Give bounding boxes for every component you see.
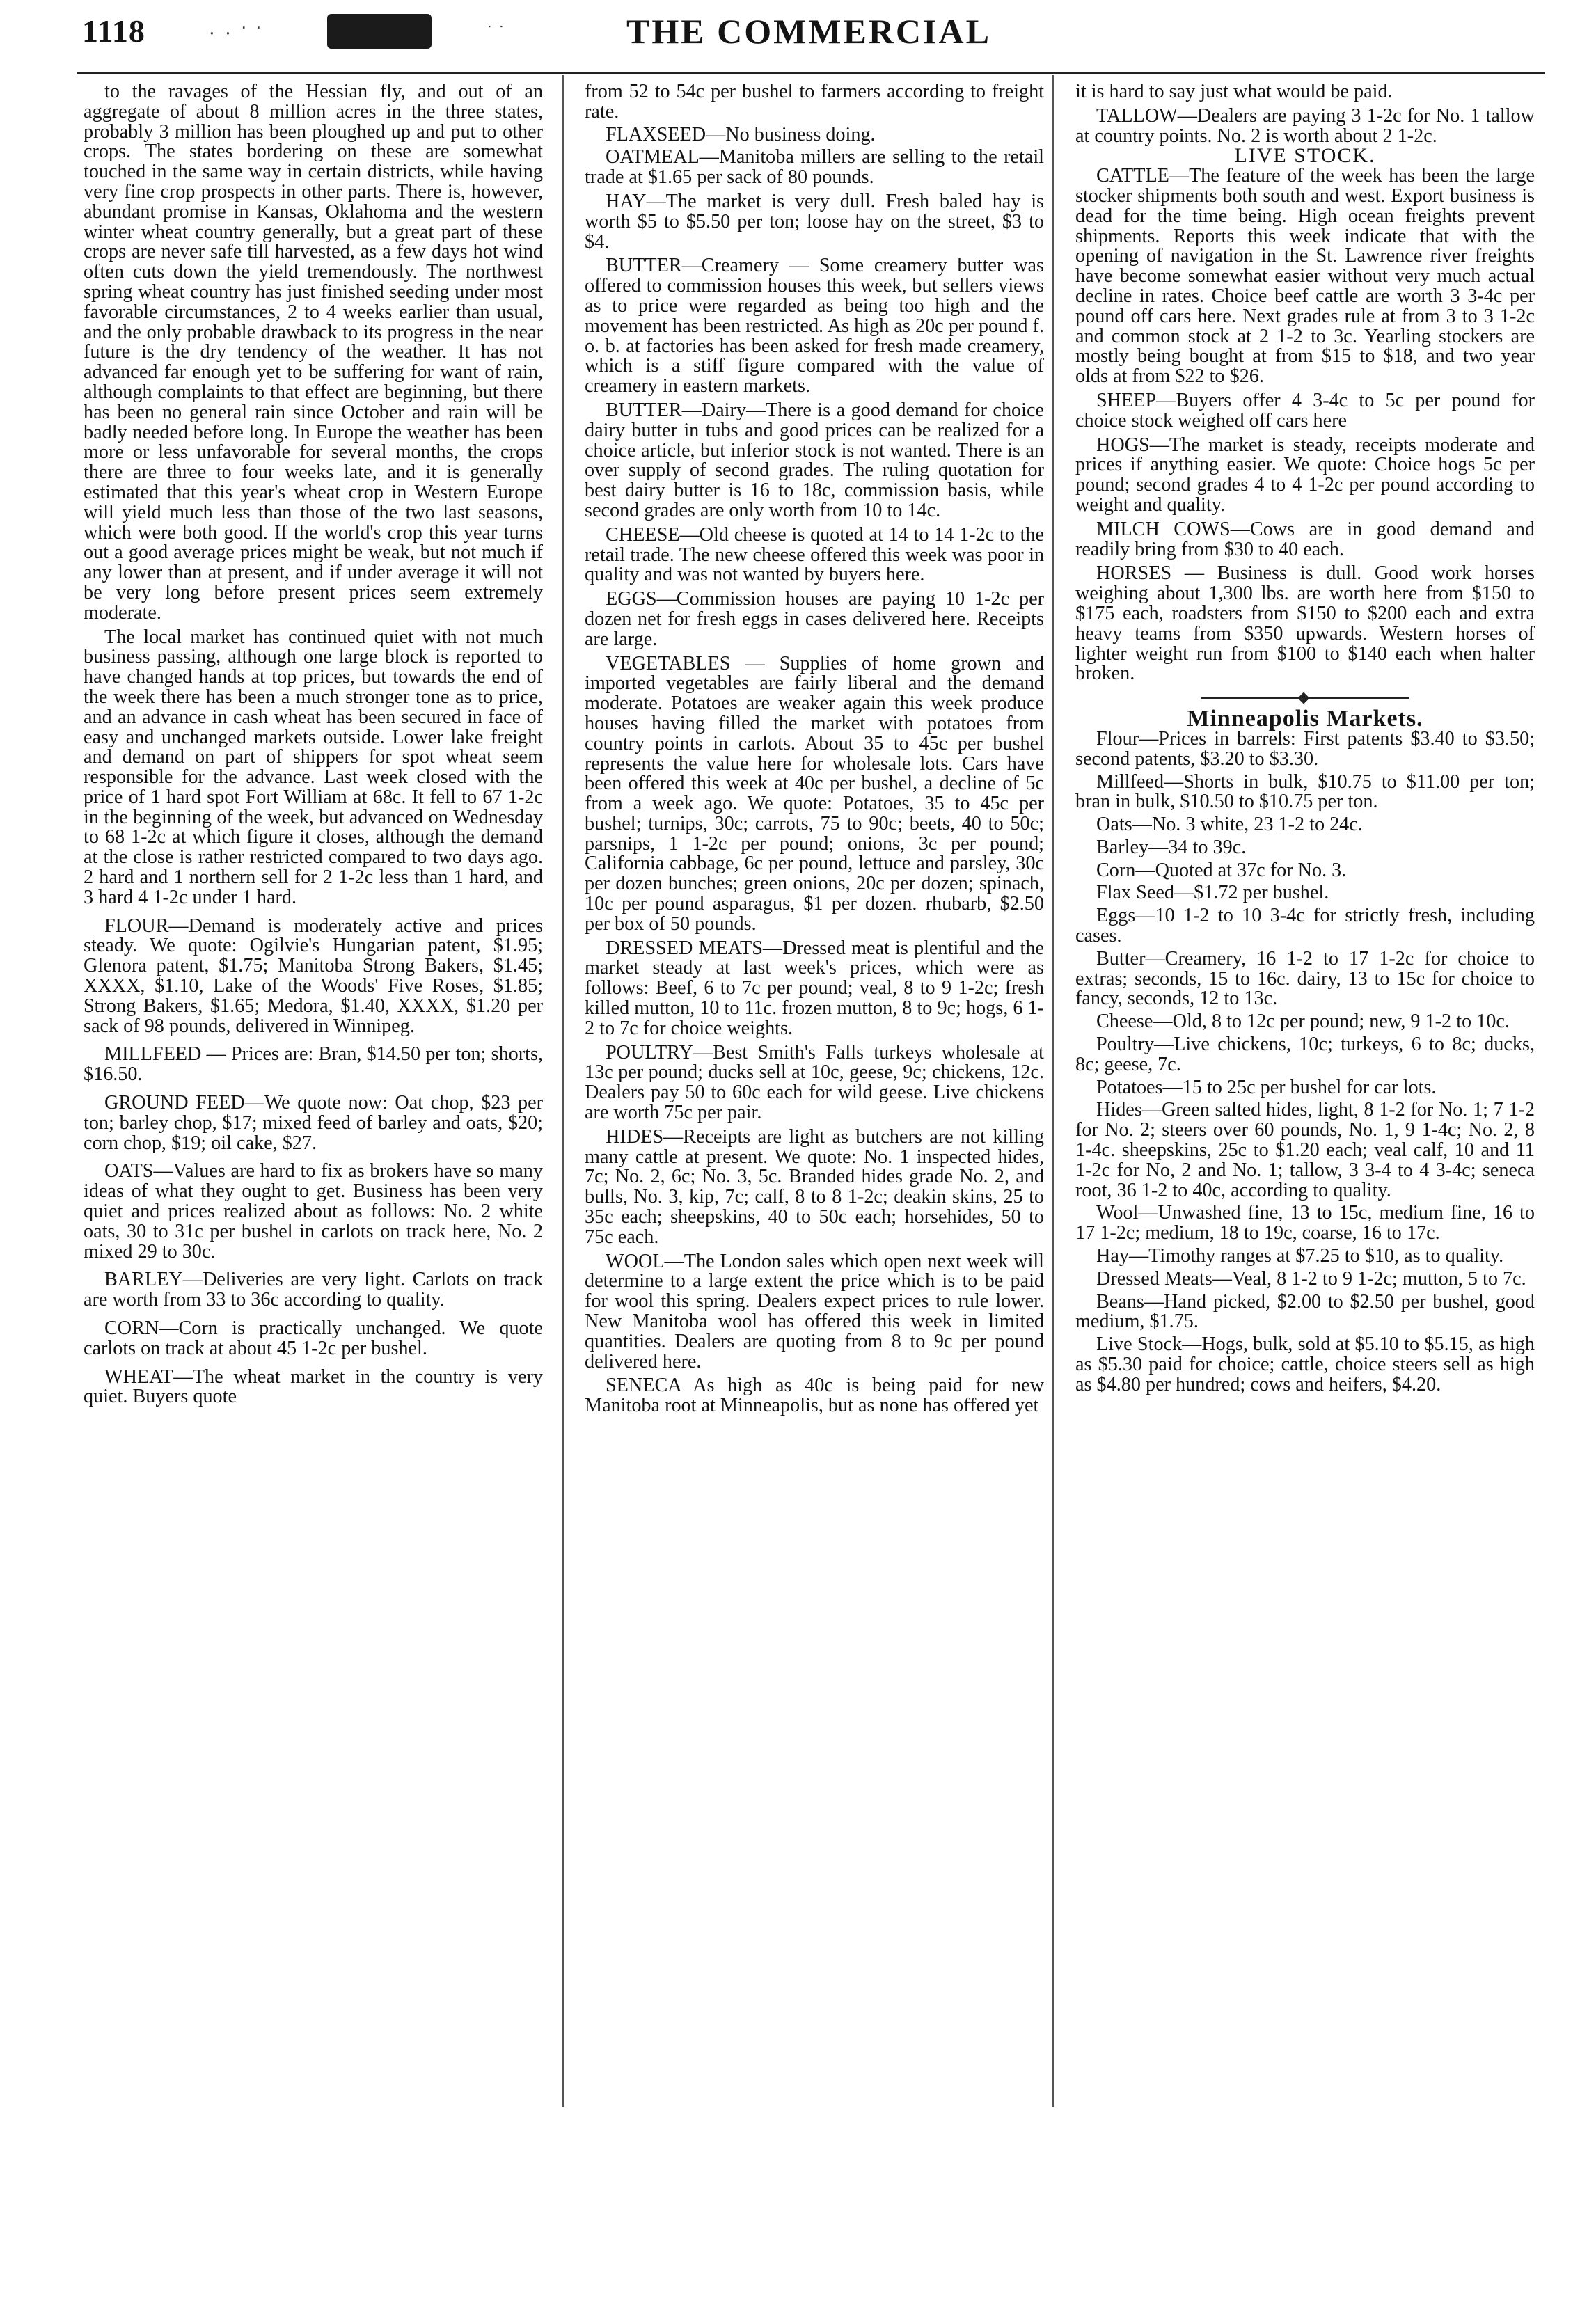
market-item-dressed-meats: DRESSED MEATS—Dressed meat is plentiful and the market steady at last week's prices, which were as follows: Beef, 6 to 7c per pound; veal, 8 to 9 1-2c; fresh killed mutton, 10 to 11c. frozen mutton, 8 to 9c; hogs, 6 1-2 to 7c for choice weights. <box>585 937 1044 1039</box>
market-item-wool: WOOL—The London sales which open next week will determine to a large extent the price which is to be paid for wool this spring. Dealers expect prices to rule lower. New Manitoba wool has offered this week in limited quantities. Dealers are quoting from 8 to 9c per pound delivered here. <box>585 1250 1044 1372</box>
masthead-smudge-right: ᐧ ᐧ <box>487 18 505 35</box>
market-item-cattle: CATTLE—The feature of the week has been the large stocker shipments both south and west. Export business is dead for the time being. High ocean freights prevent shipments. Reports this week indicate that with the opening of navigation in the St. Lawrence river freights have become somewhat easier without very much actual decline in rates. Choice beef cattle are worth 3 3-4c per pound off cars here. Next grades rule at from 3 to 3 1-2c and common stock at 2 1-2 to 3c. Yearling stockers are mostly being bought at from $15 to $18, and two year olds at from $22 to $26. <box>1075 165 1535 388</box>
market-item-corn: CORN—Corn is practically unchanged. We quote carlots on track at about 45 1-2c per bushel. <box>84 1317 543 1359</box>
column-divider <box>562 75 564 2107</box>
market-item-vegetables: VEGETABLES — Supplies of home grown and imported vegetables are fairly liberal and the demand moderate. Potatoes are weaker again this week produce houses having filled the market with potatoes from country points in carlots. About 35 to 45c per bushel represents the value here for wholesale lots. Cars have been offered this week at 40c per bushel, a decline of 5c from a week ago. We quote: Potatoes, 35 to 45c per bushel; turnips, 30c; carrots, 75 to 90c; beets, 40 to 50c; parsnips, 1 1-2c per pound; onions, 3c per pound; California cabbage, 6c per pound, lettuce and parsley, 30c per dozen bunches; green onions, 20c per dozen; spinach, 10c per pound asparagus, $1 per dozen. rhubarb, $2.50 per box of 50 pounds. <box>585 652 1044 935</box>
article-paragraph: from 52 to 54c per bushel to farmers according to freight rate. <box>585 81 1044 122</box>
market-item-hogs: HOGS—The market is steady, receipts moderate and prices if anything easier. We quote: Choice hogs 5c per pound; second grades 4 to 4 1-2c per pound according to weight and quality. <box>1075 434 1535 516</box>
article-paragraph: to the ravages of the Hessian fly, and out of an aggregate of about 8 million acres in the three states, probably 3 million has been ploughed up and put to other crops. The states bordering on these are somewhat touched in the same way in certain districts, while having very fine crop prospects in other parts. There is, however, abundant promise in Kansas, Oklahoma and the western winter wheat country generally, but a great part of these crops are never safe till harvested, as a few days hot wind often cuts down the yield tremendously. The northwest spring wheat country has just finished seeding under most favorable circumstances, 2 to 4 weeks earlier than usual, and the only probable drawback to its progress in the near future is the dry tendency of the weather. It has not advanced far enough yet to be suffering for want of rain, although complaints to that effect are beginning, but there has been no general rain since October and rain will be badly needed before long. In Europe the weather has been more or less unfavorable for several months, the crops there are three to four weeks late, and it is generally estimated that this year's wheat crop in Western Europe will yield much less than those of the two last seasons, which were both good. If the world's crop this year turns out a good average prices might be weak, but not much if any lower than at present, and if under average it will not be very long before present prices seem extremely moderate. <box>84 81 543 624</box>
market-item-tallow: TALLOW—Dealers are paying 3 1-2c for No. 1 tallow at country points. No. 2 is worth about 2 1-2c. <box>1075 104 1535 147</box>
market-item-hides: HIDES—Receipts are light as butchers are not killing many cattle at present. We quote: No. 1 inspected hides, 7c; No. 2, 6c; No. 3, 5c. Branded hides grade No. 2, and bulls, No. 3, kip, 7c; calf, 8 to 8 1-2c; deakin skins, 25 to 35c each; sheepskins, 40 to 50c each; horsehides, 50 to 75c each. <box>585 1125 1044 1248</box>
market-item-millfeed: Millfeed—Shorts in bulk, $10.75 to $11.00 per ton; bran in bulk, $10.50 to $10.75 per ton. <box>1075 770 1535 813</box>
market-item-eggs: EGGS—Commission houses are paying 10 1-2c per dozen net for fresh eggs in cases delivered here. Receipts are large. <box>585 588 1044 650</box>
market-item-poultry: POULTRY—Best Smith's Falls turkeys wholesale at 13c per pound; ducks sell at 10c, geese, 9c; chickens, 12c. Dealers pay 50 to 60c each for wild geese. Live chickens are worth 75c per pair. <box>585 1041 1044 1124</box>
market-item-flour: FLOUR—Demand is moderately active and prices steady. We quote: Ogilvie's Hungarian patent, $1.95; Glenora patent, $1.75; Manitoba Strong Bakers, $1.45; XXXX, $1.10, Lake of the Woods' Five Roses, $1.85; Strong Bakers, $1.65; Medora, $1.40, XXXX, $1.20 per sack of 98 pounds, delivered in Winnipeg. <box>84 914 543 1037</box>
section-divider-ornament <box>1201 694 1409 702</box>
market-item-ground-feed: GROUND FEED—We quote now: Oat chop, $23 per ton; barley chop, $17; mixed feed of barley and oats, $20; corn chop, $19; oil cake, $27. <box>84 1092 543 1154</box>
market-item-eggs: Eggs—10 1-2 to 10 3-4c for strictly fresh, including cases. <box>1075 905 1535 947</box>
article-paragraph: it is hard to say just what would be paid. <box>1075 81 1393 102</box>
page-header <box>0 0 1596 82</box>
market-item-milch-cows: MILCH COWS—Cows are in good demand and readily bring from $30 to 40 each. <box>1075 518 1535 560</box>
market-item-wheat: WHEAT—The wheat market in the country is very quiet. Buyers quote <box>84 1365 543 1408</box>
market-item-horses: HORSES — Business is dull. Good work horses weighing about 1,300 lbs. are worth here from $150 to $175 each, roadsters from $150 to $200 each and extra heavy teams from $350 upwards. Western horses of lighter weight run from $100 to $140 each when halter broken. <box>1075 562 1535 685</box>
page-number: 1118 <box>82 13 145 49</box>
market-item-beans: Beans—Hand picked, $2.00 to $2.50 per bushel, good medium, $1.75. <box>1075 1290 1535 1333</box>
market-item-cheese: Cheese—Old, 8 to 12c per pound; new, 9 1-2 to 10c. <box>1096 1011 1510 1033</box>
market-item-hides: Hides—Green salted hides, light, 8 1-2 for No. 1; 7 1-2 for No. 2; steers over 60 pounds, No. 1, 9 1-4c; No. 2, 8 1-4c. sheepskins, 25c to $1.20 each; veal calf, 10 and 11 1-2c for No, 2 and No. 1; tallow, 3 3-4 to 4 3-4c; seneca root, 36 1-2 to 40c, according to quality. <box>1075 1099 1535 1201</box>
market-item-barley: Barley—34 to 39c. <box>1096 836 1247 858</box>
masthead-smudge-left: ․ ․ ᐧ ᐧ <box>209 18 264 38</box>
market-item-hay: Hay—Timothy ranges at $7.25 to $10, as to quality. <box>1096 1245 1504 1267</box>
market-item-oats: OATS—Values are hard to fix as brokers have so many ideas of what they ought to get. Business has been very quiet and prices realized about as follows: No. 2 white oats, 30 to 31c per bushel in carlots on track here, No. 2 mixed 29 to 30c. <box>84 1160 543 1262</box>
publication-title: THE COMMERCIAL <box>626 12 991 51</box>
column-divider <box>1052 75 1054 2107</box>
market-item-butter-creamery: BUTTER—Creamery — Some creamery butter was offered to commission houses this week, but sellers views as to price were regarded as being too high and the movement has been restricted. As high as 20c per pound f. o. b. at factories has been asked for fresh made creamery, which is a stiff figure compared with the value of creamery in eastern markets. <box>585 255 1044 397</box>
section-heading-minneapolis: Minneapolis Markets. <box>1187 706 1423 732</box>
market-item-poultry: Poultry—Live chickens, 10c; turkeys, 6 to 8c; ducks, 8c; geese, 7c. <box>1075 1034 1535 1075</box>
market-item-live-stock: Live Stock—Hogs, bulk, sold at $5.10 to $5.15, as high as $5.30 paid for choice; cattle, choice steers sell as high as $4.80 per hundred; cows and heifers, $4.20. <box>1075 1333 1535 1395</box>
market-item-butter: Butter—Creamery, 16 1-2 to 17 1-2c for choice to extras; seconds, 15 to 16c. dairy, 13 to 15c for choice to fancy, seconds, 12 to 13c. <box>1075 947 1535 1010</box>
market-item-flaxseed: FLAXSEED—No business doing. <box>606 123 876 145</box>
market-item-potatoes: Potatoes—15 to 25c per bushel for car lots. <box>1096 1076 1437 1098</box>
market-item-millfeed: MILLFEED — Prices are: Bran, $14.50 per ton; shorts, $16.50. <box>84 1043 543 1086</box>
market-item-hay: HAY—The market is very dull. Fresh baled hay is worth $5 to $5.50 per ton; loose hay on the street, $3 to $4. <box>585 190 1044 253</box>
market-item-corn: Corn—Quoted at 37c for No. 3. <box>1096 859 1347 881</box>
section-heading-live-stock: LIVE STOCK. <box>1234 144 1376 168</box>
market-item-flour: Flour—Prices in barrels: First patents $3.40 to $3.50; second patents, $3.20 to $3.30. <box>1075 727 1535 770</box>
column-1 <box>84 82 543 1407</box>
market-item-cheese: CHEESE—Old cheese is quoted at 14 to 14 1-2c to the retail trade. The new cheese offered this week was poor in quality and was not wanted by buyers here. <box>585 523 1044 586</box>
column-2 <box>585 82 1044 1416</box>
market-item-butter-dairy: BUTTER—Dairy—There is a good demand for choice dairy butter in tubs and good prices can be realized for a choice article, but inferior stock is not wanted. There is an over supply of second grades. The ruling quotation for best dairy butter is 16 to 18c, commission basis, while second grades are only worth from 10 to 14c. <box>585 399 1044 521</box>
market-item-oatmeal: OATMEAL—Manitoba millers are selling to the retail trade at $1.65 per sack of 80 pounds. <box>585 146 1044 189</box>
article-paragraph: The local market has continued quiet with not much business passing, although one large block is reported to have changed hands at top prices, but towards the end of the week there has been a much stronger tone as to price, and an advance in cash wheat has been secured in face of easy and unchanged markets outside. Lower lake freight and demand on part of shippers for spot wheat seem responsible for the advance. Last week closed with the price of 1 hard spot Fort William at 68c. It fell to 67 1-2c in the beginning of the week, but advanced on Wednesday to 68 1-2c at which figure it closes, although the demand at the close is rather restricted compared to two days ago. 2 hard and 1 northern sell for 2 1-2c less than 1 hard, and 3 hard 4 1-2c under 1 hard. <box>84 626 543 908</box>
header-rule <box>77 72 1545 74</box>
column-3 <box>1075 82 1535 1395</box>
market-item-wool: Wool—Unwashed fine, 13 to 15c, medium fine, 16 to 17 1-2c; medium, 18 to 19c, coarse, 16 to 17c. <box>1075 1202 1535 1244</box>
market-item-dressed-meats: Dressed Meats—Veal, 8 1-2 to 9 1-2c; mutton, 5 to 7c. <box>1096 1267 1526 1290</box>
market-item-flax-seed: Flax Seed—$1.72 per bushel. <box>1096 882 1329 904</box>
market-item-oats: Oats—No. 3 white, 23 1-2 to 24c. <box>1096 814 1363 836</box>
masthead-ink-blot <box>327 14 432 49</box>
market-item-seneca: SENECA As high as 40c is being paid for new Manitoba root at Minneapolis, but as none has offered yet <box>585 1375 1044 1417</box>
market-item-barley: BARLEY—Deliveries are very light. Carlots on track are worth from 33 to 36c according to quality. <box>84 1269 543 1311</box>
market-item-sheep: SHEEP—Buyers offer 4 3-4c to 5c per pound for choice stock weighed off cars here <box>1075 389 1535 431</box>
